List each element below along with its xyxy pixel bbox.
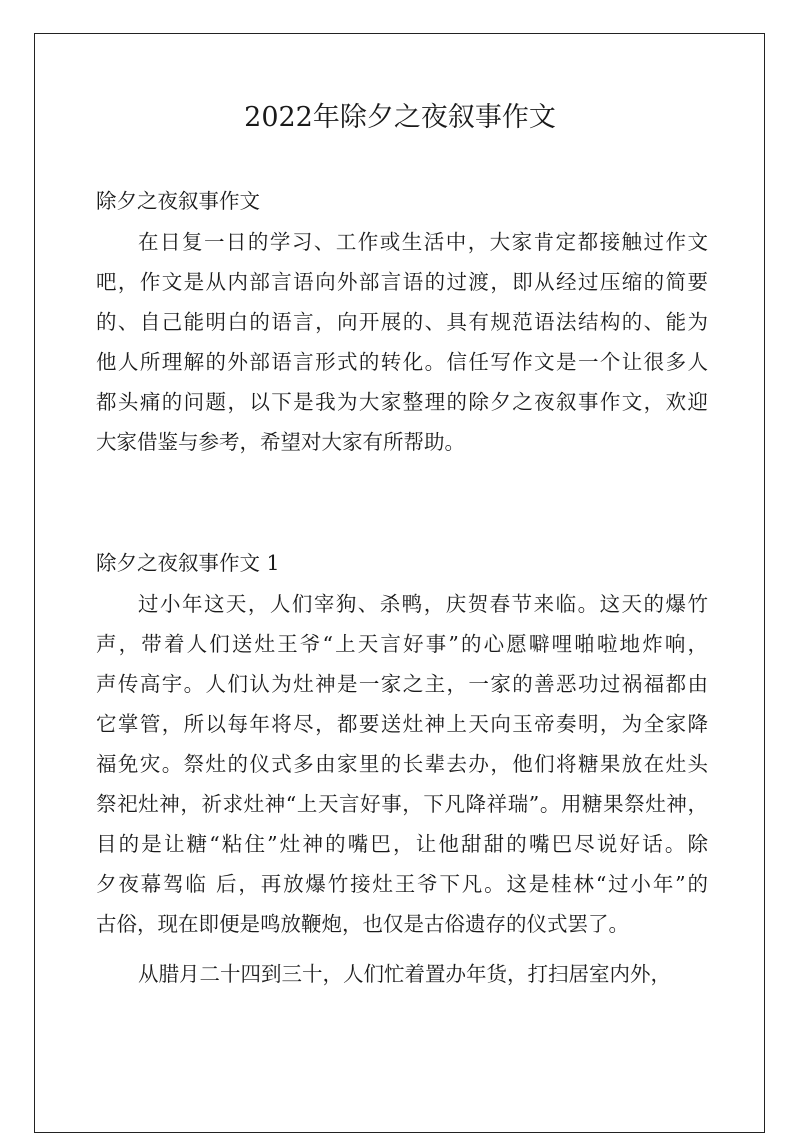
paragraph-line: 目的是让糖“粘住”灶神的嘴巴，让他甜甜的嘴巴尽说好话。除 <box>96 832 708 856</box>
section-gap <box>96 462 708 542</box>
paragraph-line: 从腊月二十四到三十，人们忙着置办年货，打扫居室内外， <box>138 962 671 986</box>
paragraph-line: 在日复一日的学习、工作或生活中，大家肯定都接触过作文 <box>138 230 708 254</box>
paragraph-line: 过小年这天，人们宰狗、杀鸭，庆贺春节来临。这天的爆竹 <box>138 592 708 616</box>
paragraph-line: 吧，作文是从内部言语向外部言语的过渡，即从经过压缩的简要 <box>96 270 708 294</box>
paragraph-line: 的、自己能明白的语言，向开展的、具有规范语法结构的、能为 <box>96 310 708 334</box>
paragraph-line: 它掌管，所以每年将尽，都要送灶神上天向玉帝奏明，为全家降 <box>96 712 708 736</box>
paragraph-line: 大家借鉴与参考，希望对大家有所帮助。 <box>96 430 465 454</box>
paragraph-line: 福免灾。祭灶的仪式多由家里的长辈去办，他们将糖果放在灶头 <box>96 752 708 776</box>
essay-1-paragraph-1 <box>96 584 708 944</box>
paragraph-line: 古俗，现在即便是鸣放鞭炮，也仅是古俗遗存的仪式罢了。 <box>96 912 629 936</box>
paragraph-line: 声，带着人们送灶王爷“上天言好事”的心愿噼哩啪啦地炸响， <box>96 632 708 656</box>
paragraph-line: 他人所理解的外部语言形式的转化。信任写作文是一个让很多人 <box>96 350 708 374</box>
essay-1-paragraph-2 <box>96 954 708 994</box>
section-heading-essay-1: 除夕之夜叙事作文 1 <box>96 551 280 575</box>
intro-paragraph <box>96 222 708 462</box>
document-title: 2022年除夕之夜叙事作文 <box>244 102 556 133</box>
paragraph-line: 声传高宇。人们认为灶神是一家之主，一家的善恶功过祸福都由 <box>96 672 708 696</box>
paragraph-line: 祭祀灶神，祈求灶神“上天言好事，下凡降祥瑞”。用糖果祭灶神， <box>96 792 708 816</box>
paragraph-line: 都头痛的问题，以下是我为大家整理的除夕之夜叙事作文，欢迎 <box>96 390 708 414</box>
section-heading-intro: 除夕之夜叙事作文 <box>96 189 260 213</box>
document-body <box>96 180 708 994</box>
paragraph-line: 夕夜幕驾临 后，再放爆竹接灶王爷下凡。这是桂林“过小年”的 <box>96 872 708 896</box>
